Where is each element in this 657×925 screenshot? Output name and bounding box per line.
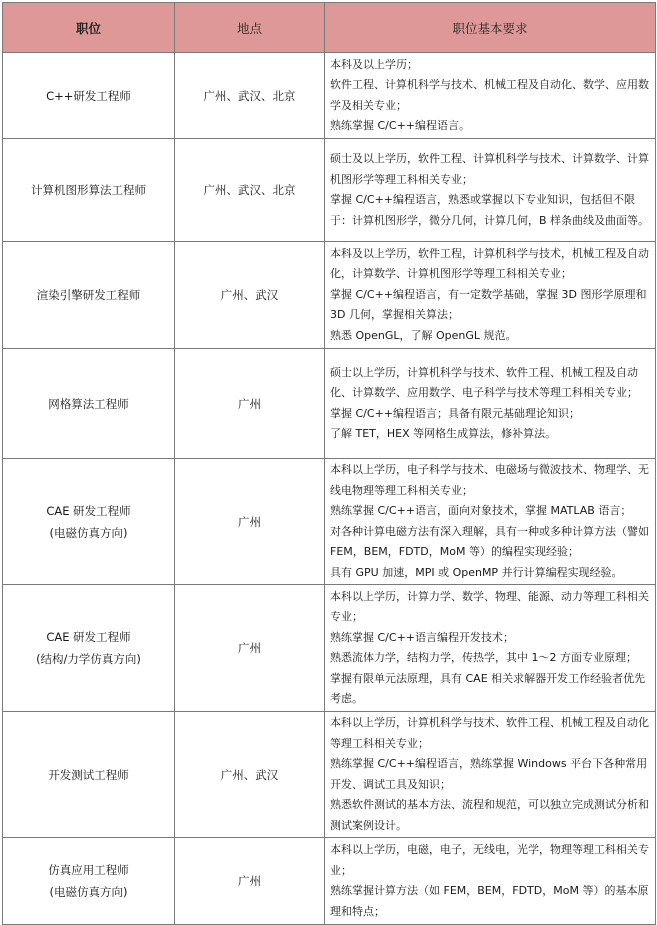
requirements-cell: [325, 242, 656, 349]
position-title: CAE 研发工程师: [46, 630, 131, 644]
location-cell: 广州、武汉: [175, 712, 325, 838]
requirement-line: 硕士及以上学历，软件工程、计算机科学与技术、计算数学、计算机图形学等理工科相关专业；: [330, 152, 649, 186]
position-cell: [3, 459, 175, 585]
requirement-line: 本科以上学历，电磁，电子，无线电，光学，物理等理工科相关专业；: [330, 843, 649, 877]
requirement-line: 熟练掌握计算方法（如 FEM，BEM，FDTD，MoM 等）的基本原理和特点；: [330, 884, 649, 918]
requirements-cell: [325, 585, 656, 712]
position-cell: [3, 838, 175, 925]
header-location: 地点: [175, 3, 325, 53]
requirement-line: 本科以上学历，电子科学与技术、电磁场与微波技术、物理学、无线电物理等理工科相关专业；: [330, 463, 649, 497]
table-row: [3, 53, 656, 139]
requirements-cell: [325, 53, 656, 139]
requirement-line: 对各种计算电磁方法有深入理解，具有一种或多种计算方法（譬如 FEM，BEM，FDTD，MoM 等）的编程实现经验；: [330, 524, 649, 558]
requirement-line: 熟练掌握 C/C++编程语言，熟练掌握 Windows 平台下各种常用开发、调试工具及知识；: [330, 757, 648, 791]
requirement-line: 掌握 C/C++编程语言，熟悉或掌握以下专业知识，包括但不限于：计算机图形学，微分几何，计算几何，B 样条曲线及曲面等。: [330, 193, 650, 227]
position-cell: [3, 53, 175, 139]
table-row: [3, 459, 656, 585]
position-cell: [3, 349, 175, 459]
position-subtitle: (电磁仿真方向): [49, 885, 128, 899]
position-title: CAE 研发工程师: [46, 503, 131, 518]
requirement-line: 本科及以上学历；: [330, 57, 418, 71]
position-title: C++研发工程师: [46, 88, 131, 103]
header-position: 职位: [3, 3, 175, 53]
position-title: 仿真应用工程师: [48, 863, 129, 877]
requirement-line: 掌握 C/C++编程语言；具备有限元基础理论知识；: [330, 406, 580, 420]
job-requirements-table: [2, 2, 656, 925]
requirement-line: 熟悉流体力学，结构力学，传热学，其中 1～2 方面专业原理；: [330, 651, 637, 664]
requirement-line: 熟练掌握 C/C++语言编程开发技术；: [330, 630, 514, 644]
table-row: [3, 712, 656, 838]
position-subtitle: (电磁仿真方向): [49, 525, 128, 540]
requirements-cell: [325, 838, 656, 925]
requirement-line: 熟练掌握 C/C++编程语言。: [330, 119, 470, 132]
requirement-line: 掌握有限单元法原理，具有 CAE 相关求解器开发工作经验者优先考虑。: [330, 671, 646, 705]
location-cell: 广州、武汉、北京: [175, 139, 325, 242]
requirement-line: 熟练掌握 C/C++语言，面向对象技术，掌握 MATLAB 语言；: [330, 504, 632, 517]
requirement-line: 掌握 C/C++编程语言，有一定数学基础，掌握 3D 图形学原理和 3D 几何，掌握相关算法；: [330, 287, 647, 322]
requirements-cell: [325, 712, 656, 838]
requirements-cell: [325, 139, 656, 242]
location-cell: 广州、武汉、北京: [175, 53, 325, 139]
requirement-line: 本科及以上学历，软件工程，计算机科学与技术，机械工程及自动化，计算数学、计算机图形学等理工科相关专业；: [330, 246, 649, 281]
header-requirements: 职位基本要求: [325, 3, 656, 53]
table-header-row: [3, 3, 656, 53]
requirement-line: 具有 GPU 加速，MPI 或 OpenMP 并行计算编程实现经验。: [330, 565, 623, 579]
requirements-cell: [325, 349, 656, 459]
table-row: [3, 349, 656, 459]
requirement-line: 本科以上学历，计算力学、数学、物理、能源、动力等理工科相关专业；: [330, 589, 649, 623]
location-cell: 广州: [175, 349, 325, 459]
location-cell: 广州: [175, 838, 325, 925]
table-row: [3, 585, 656, 712]
position-title: 网格算法工程师: [48, 396, 129, 411]
table-row: [3, 139, 656, 242]
position-cell: [3, 242, 175, 349]
position-cell: [3, 139, 175, 242]
table-row: [3, 242, 656, 349]
requirement-line: 熟悉 OpenGL，了解 OpenGL 规范。: [330, 328, 517, 342]
requirement-line: 软件工程、计算机科学与技术、机械工程及自动化、数学、应用数学及相关专业；: [330, 78, 649, 112]
position-title: 计算机图形算法工程师: [31, 183, 146, 197]
position-title: 开发测试工程师: [48, 767, 129, 782]
position-title: 渲染引擎研发工程师: [36, 288, 141, 302]
location-cell: 广州: [175, 585, 325, 712]
location-cell: 广州: [175, 459, 325, 585]
table-row: [3, 838, 656, 925]
requirements-cell: [325, 459, 656, 585]
position-subtitle: (结构/力学仿真方向): [36, 652, 141, 666]
requirement-line: 了解 TET，HEX 等网格生成算法，修补算法。: [330, 427, 557, 440]
requirement-line: 本科以上学历，计算机科学与技术、软件工程、机械工程及自动化等理工科相关专业；: [330, 716, 649, 750]
position-cell: [3, 712, 175, 838]
location-cell: 广州、武汉: [175, 242, 325, 349]
position-cell: [3, 585, 175, 712]
requirement-line: 熟悉软件测试的基本方法、流程和规范，可以独立完成测试分析和测试案例设计。: [330, 798, 649, 832]
requirement-line: 硕士以上学历，计算机科学与技术、软件工程、机械工程及自动化、计算数学、应用数学、电子科学与技术等理工科相关专业；: [330, 365, 638, 399]
